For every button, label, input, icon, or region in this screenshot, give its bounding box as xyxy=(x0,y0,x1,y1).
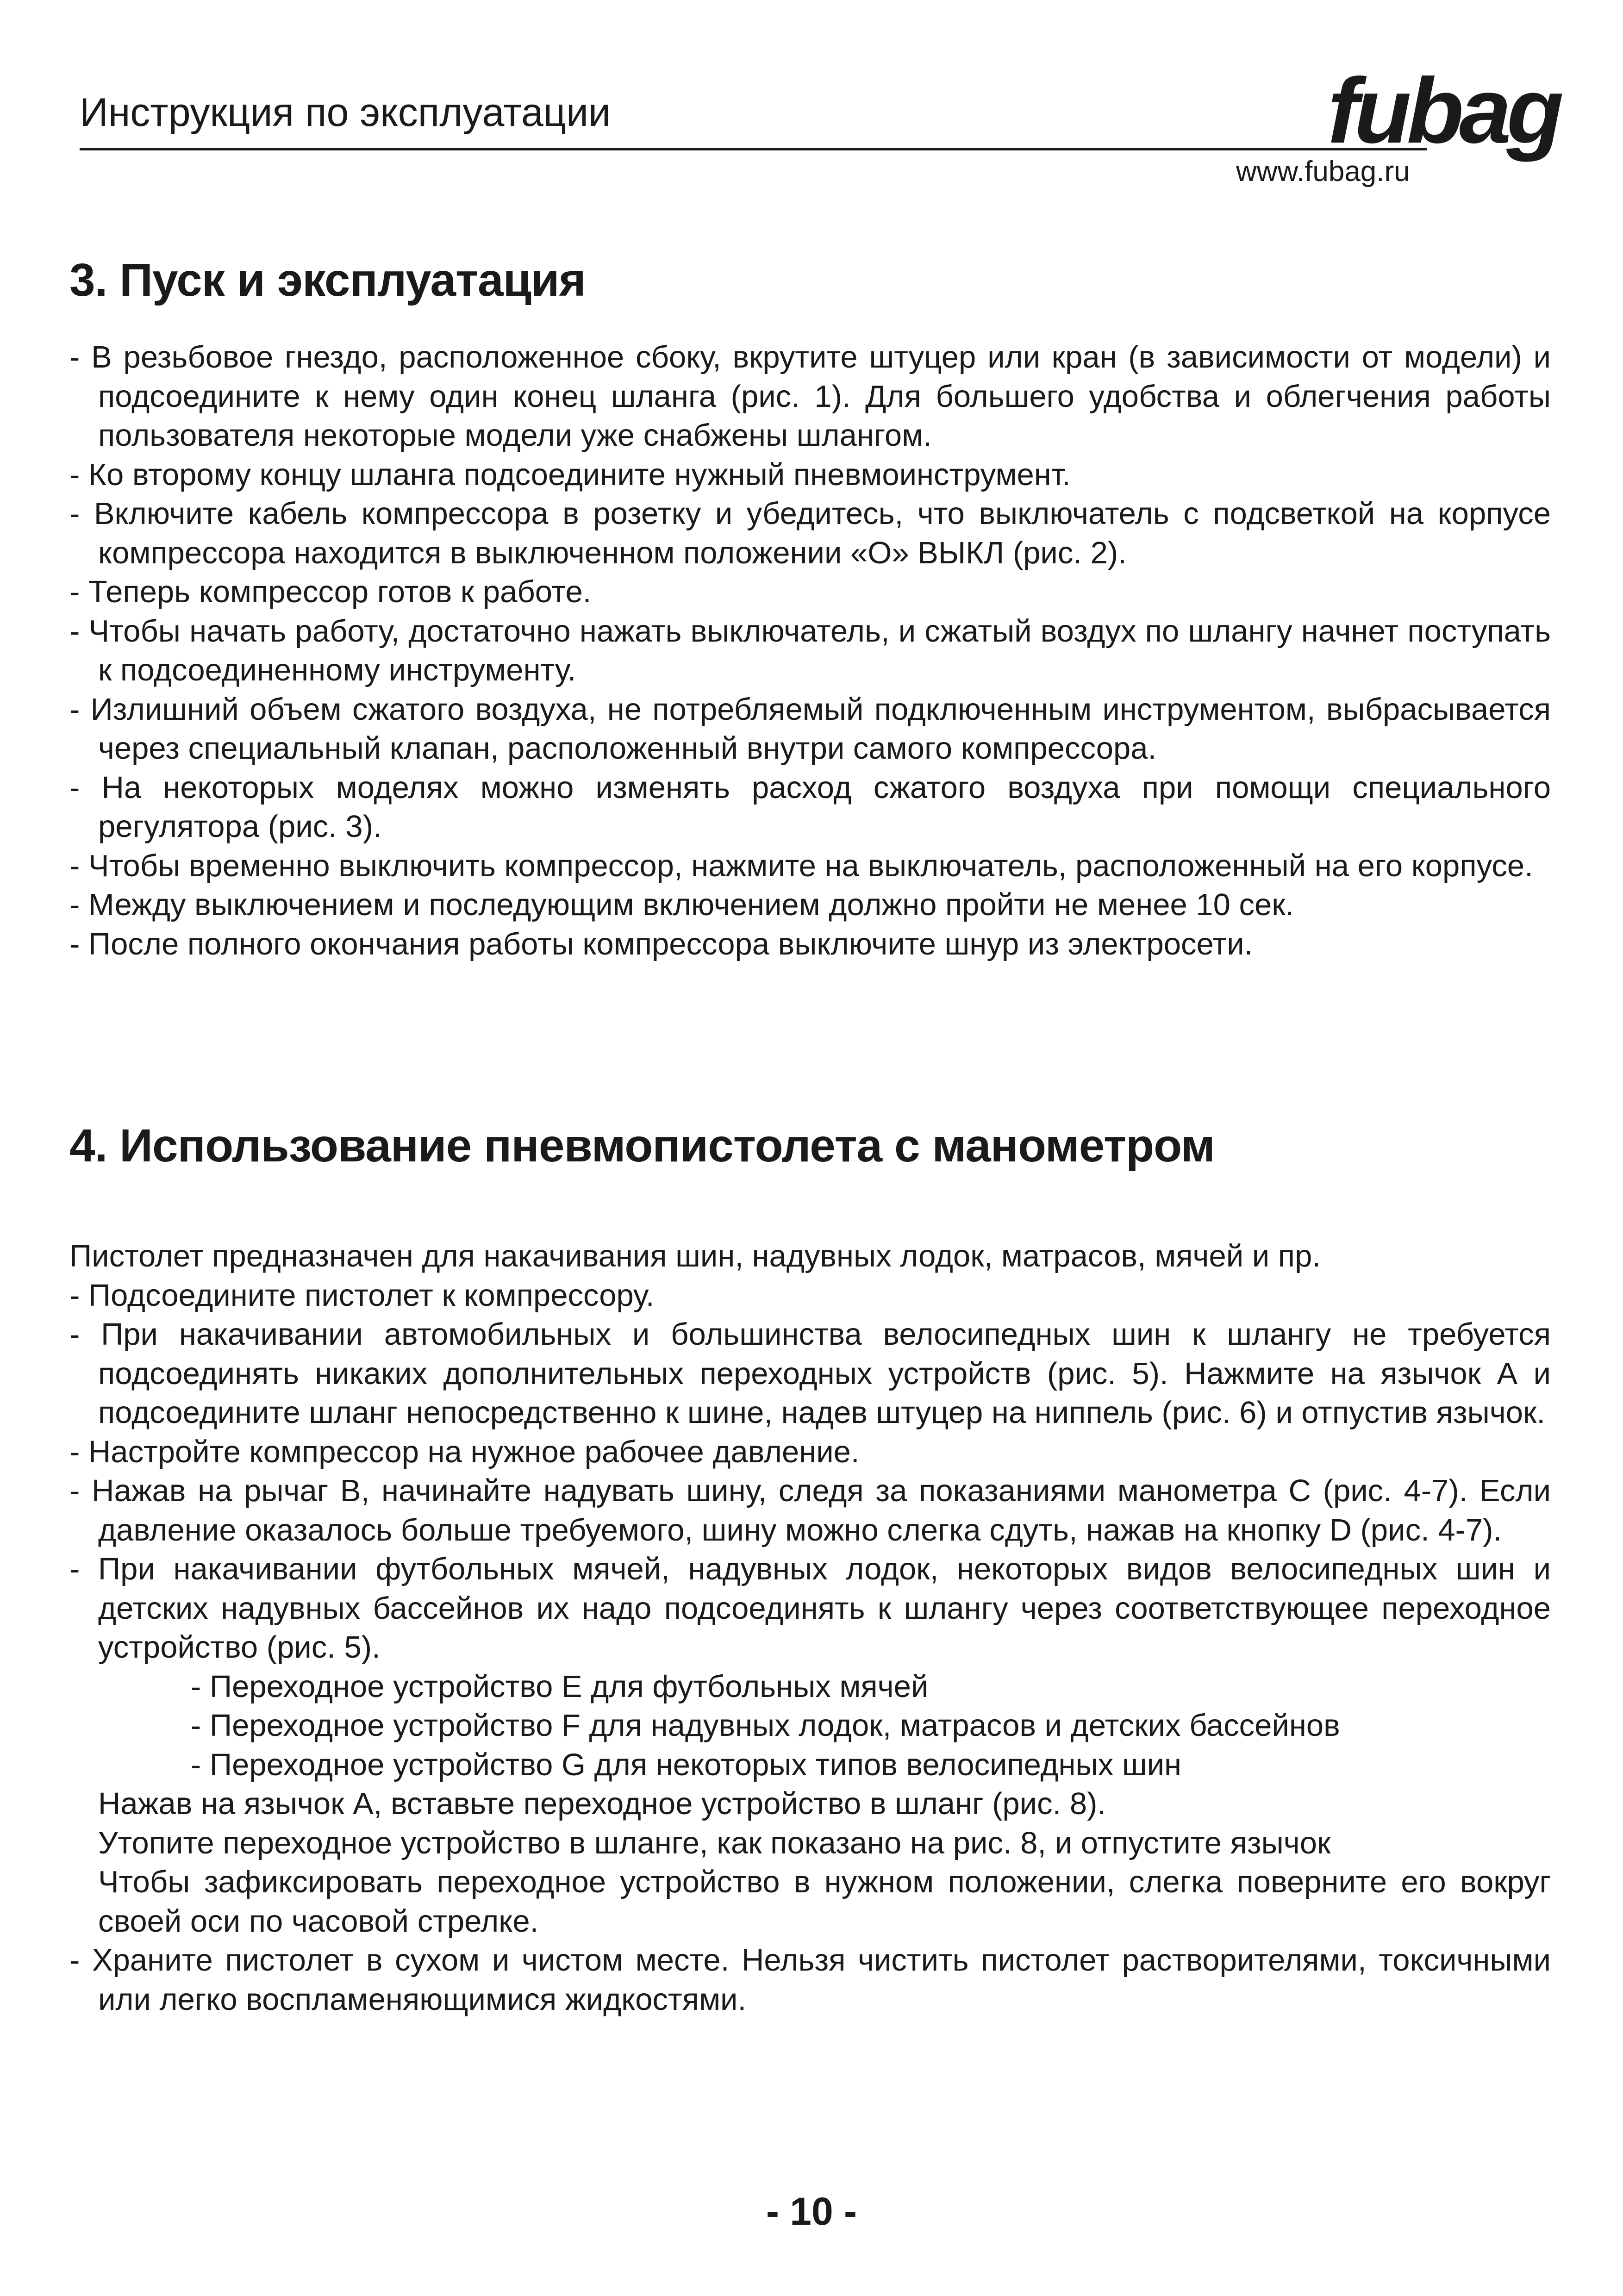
section-4-item: - При накачивании футбольных мячей, надувных лодок, некоторых видов велосипедных шин и детских надувных бассейнов их надо подсоединять к шлангу через соответствующее переходное устройство (рис. 5). xyxy=(69,1552,1551,1665)
section-4-item: - Нажав на рычаг В, начинайте надувать шину, следя за показаниями манометра С (рис. 4-7). Если давление оказалось больше требуемого, шину можно слегка сдуть, нажав на кнопку D (рис. 4-7). xyxy=(69,1473,1551,1547)
adapter-subitem: - Переходное устройство E для футбольных мячей xyxy=(191,1669,929,1704)
adapter-note: Чтобы зафиксировать переходное устройство в нужном положении, слегка поверните его вокруг своей оси по часовой стрелке. xyxy=(98,1865,1551,1939)
section-3-item: - Излишний объем сжатого воздуха, не потребляемый подключенным инструментом, выбрасывается через специальный клапан, расположенный внутри самого компрессора. xyxy=(69,692,1551,766)
section-3-body xyxy=(69,338,1551,964)
section-4-intro: Пистолет предназначен для накачивания шин, надувных лодок, матрасов, мячей и пр. xyxy=(69,1239,1321,1273)
storage-item: - Храните пистолет в сухом и чистом месте. Нельзя чистить пистолет растворителями, токсичными или легко воспламеняющимися жидкостями. xyxy=(69,1943,1551,2017)
header-divider xyxy=(80,148,1427,150)
section-3-item: - Включите кабель компрессора в розетку и убедитесь, что выключатель с подсветкой на корпусе компрессора находится в выключенном положении «О» ВЫКЛ (рис. 2). xyxy=(69,496,1551,570)
adapter-subitem: - Переходное устройство G для некоторых типов велосипедных шин xyxy=(191,1747,1182,1782)
section-3-item: - Чтобы начать работу, достаточно нажать выключатель, и сжатый воздух по шлангу начнет поступать к подсоединенному инструменту. xyxy=(69,613,1551,687)
section-3-heading: 3. Пуск и эксплуатация xyxy=(69,254,586,306)
fubag-logo xyxy=(1324,60,1565,167)
adapter-subitem: - Переходное устройство F для надувных лодок, матрасов и детских бассейнов xyxy=(191,1708,1340,1743)
section-3-item: - На некоторых моделях можно изменять расход сжатого воздуха при помощи специального регулятора (рис. 3). xyxy=(69,770,1551,844)
fubag-logo-text: fubag xyxy=(1328,60,1562,162)
section-3-item: - Ко второму концу шланга подсоедините нужный пневмоинструмент. xyxy=(69,457,1071,492)
section-4-item: - При накачивании автомобильных и большинства велосипедных шин к шлангу не требуется подсоединять никаких дополнительных переходных устройств (рис. 5). Нажмите на язычок А и подсоедините шланг непосредственно к шине, надев штуцер на ниппель (рис. 6) и отпустив язычок. xyxy=(69,1317,1551,1430)
document-title: Инструкция по эксплуатации xyxy=(80,90,611,135)
website-url: www.fubag.ru xyxy=(1236,156,1410,187)
adapter-note: Утопите переходное устройство в шланге, как показано на рис. 8, и отпустите язычок xyxy=(98,1825,1331,1860)
adapter-note: Нажав на язычок А, вставьте переходное устройство в шланг (рис. 8). xyxy=(98,1786,1106,1821)
section-4-item: - Настройте компрессор на нужное рабочее давление. xyxy=(69,1434,860,1469)
section-3-item: - Между выключением и последующим включением должно пройти не менее 10 сек. xyxy=(69,887,1294,922)
section-3-item: - Чтобы временно выключить компрессор, нажмите на выключатель, расположенный на его корпусе. xyxy=(69,848,1533,883)
page-number: - 10 - xyxy=(766,2190,857,2233)
section-3-item: - Теперь компрессор готов к работе. xyxy=(69,574,592,609)
section-3-item: - В резьбовое гнездо, расположенное сбоку, вкрутите штуцер или кран (в зависимости от модели) и подсоедините к нему один конец шланга (рис. 1). Для большего удобства и облегчения работы пользователя некоторые модели уже снабжены шлангом. xyxy=(69,340,1551,453)
section-4-body xyxy=(69,1237,1551,2019)
section-3-item: - После полного окончания работы компрессора выключите шнур из электросети. xyxy=(69,926,1253,961)
section-4-item: - Подсоедините пистолет к компрессору. xyxy=(69,1278,655,1313)
section-4-heading: 4. Использование пневмопистолета с манометром xyxy=(69,1120,1215,1172)
